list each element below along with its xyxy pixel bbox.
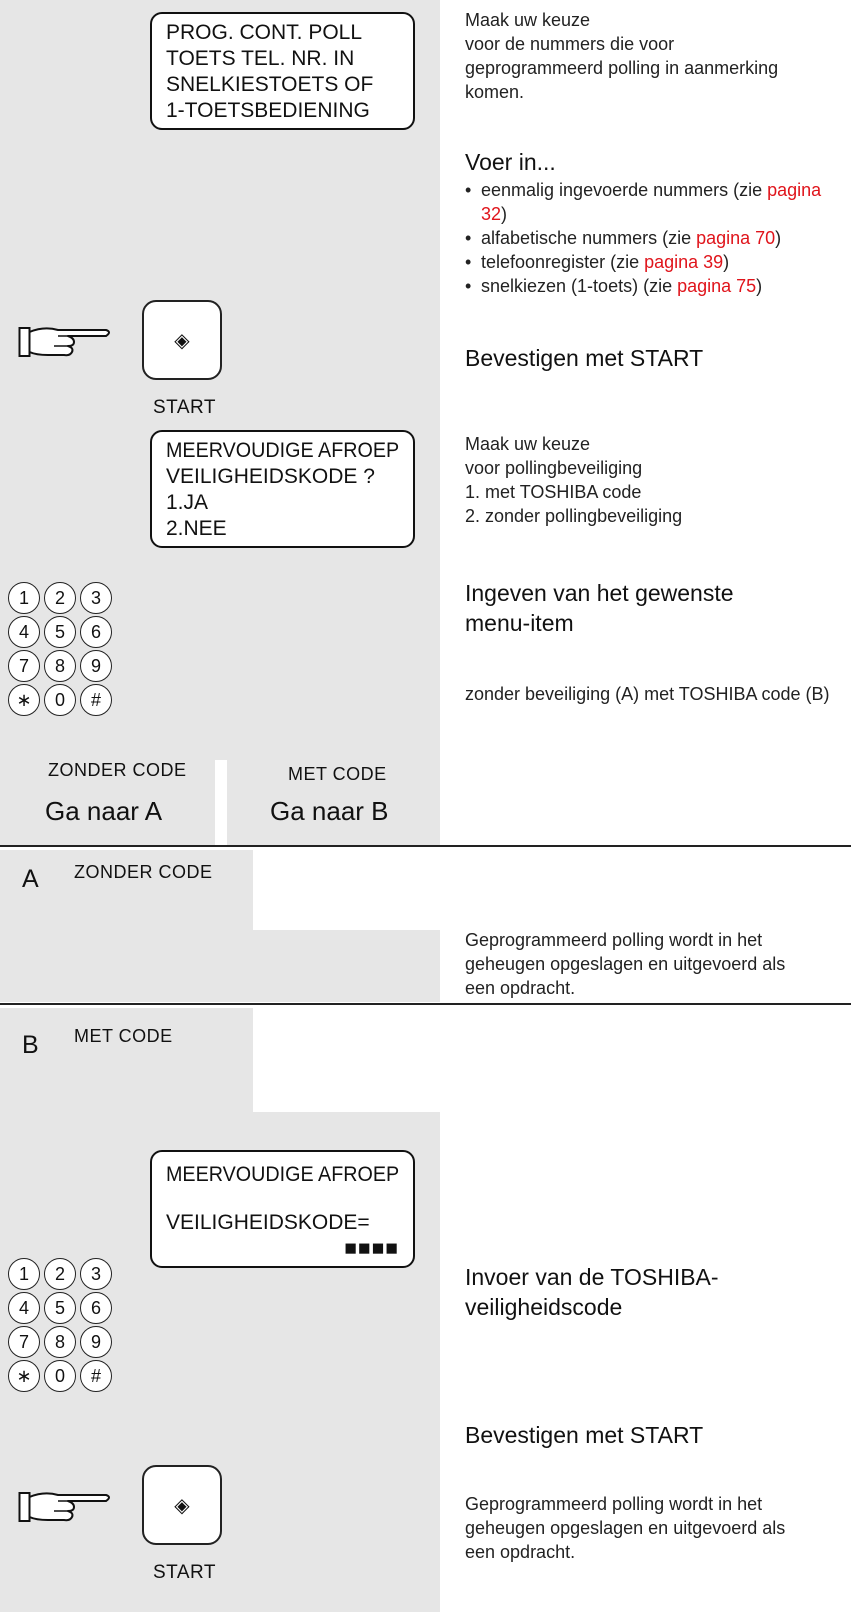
branch-a-goto: Ga naar A: [45, 796, 163, 826]
section-b-caption: MET CODE: [74, 1026, 173, 1046]
key-1[interactable]: 1: [8, 582, 40, 614]
lcd-display-veiligheidskode: [150, 430, 415, 548]
key-0[interactable]: 0: [44, 1360, 76, 1392]
lcd-line: TOETS TEL. NR. IN: [166, 47, 355, 70]
key-hash[interactable]: #: [80, 684, 112, 716]
key-8[interactable]: 8: [44, 1326, 76, 1358]
confirm-start-heading: Bevestigen met START: [465, 345, 704, 371]
lcd-line: PROG. CONT. POLL: [166, 21, 363, 44]
key-3[interactable]: 3: [80, 1258, 112, 1290]
lcd-display-prog-cont-poll: [150, 12, 415, 130]
key-4[interactable]: 4: [8, 616, 40, 648]
panel-gap: [215, 760, 227, 845]
list-item: • telefoonregister (zie pagina 39): [465, 250, 835, 274]
page-link[interactable]: pagina 39: [644, 252, 724, 272]
page-link[interactable]: pagina 70: [696, 228, 776, 248]
branch-b-caption: MET CODE: [288, 764, 387, 784]
numeric-keypad: [8, 1258, 120, 1394]
final-text: Geprogrammeerd polling wordt in het geheugen opgeslagen en uitgevoerd als een opdracht.: [465, 1494, 786, 1562]
list-item: • eenmalig ingevoerde nummers (zie pagina 32): [465, 178, 835, 226]
key-7[interactable]: 7: [8, 1326, 40, 1358]
key-5[interactable]: 5: [44, 616, 76, 648]
numeric-keypad: [8, 582, 120, 718]
section-a-text: Geprogrammeerd polling wordt in het geheugen opgeslagen en uitgevoerd als een opdracht.: [465, 930, 786, 998]
pointing-hand-icon: [18, 1487, 114, 1527]
key-4[interactable]: 4: [8, 1292, 40, 1324]
key-star[interactable]: ∗: [8, 684, 40, 716]
lcd-display-code-entry: [150, 1150, 415, 1268]
confirm-start-heading-2: Bevestigen met START: [465, 1422, 704, 1448]
key-9[interactable]: 9: [80, 650, 112, 682]
lcd-line: MEERVOUDIGE AFROEP: [166, 439, 400, 462]
key-2[interactable]: 2: [44, 1258, 76, 1290]
list-item: • alfabetische nummers (zie pagina 70): [465, 226, 835, 250]
section-divider-a: [0, 845, 851, 847]
code-entry-heading: Invoer van de TOSHIBA-veiligheidscode: [465, 1264, 719, 1320]
start-label: START: [153, 397, 217, 418]
pointing-hand-icon: [18, 322, 114, 362]
key-star[interactable]: ∗: [8, 1360, 40, 1392]
voer-in-heading: Voer in...: [465, 149, 556, 175]
lcd-line: MEERVOUDIGE AFROEP: [166, 1163, 400, 1186]
key-0[interactable]: 0: [44, 684, 76, 716]
start-button[interactable]: [142, 300, 222, 380]
key-hash[interactable]: #: [80, 1360, 112, 1392]
branch-b-goto: Ga naar B: [270, 796, 389, 826]
start-label: START: [153, 1562, 217, 1583]
key-8[interactable]: 8: [44, 650, 76, 682]
lcd-line: SNELKIESTOETS OF: [166, 73, 374, 96]
key-9[interactable]: 9: [80, 1326, 112, 1358]
lcd-code-mask: ■■■■: [344, 1237, 399, 1260]
lcd-line: VEILIGHEIDSKODE ?: [166, 465, 375, 488]
menu-item-heading: Ingeven van het gewenste menu-item: [465, 580, 734, 636]
key-3[interactable]: 3: [80, 582, 112, 614]
choice-text: Maak uw keuze voor pollingbeveiliging 1. met TOSHIBA code 2. zonder pollingbeveiliging: [465, 434, 683, 526]
section-a-letter: A: [22, 865, 39, 893]
start-diamond-icon: ◈: [174, 329, 190, 352]
key-1[interactable]: 1: [8, 1258, 40, 1290]
page-link[interactable]: pagina 75: [677, 276, 757, 296]
voer-in-list: [465, 178, 835, 298]
left-panel-b-header: [0, 1008, 253, 1112]
list-item: • snelkiezen (1-toets) (zie pagina 75): [465, 274, 835, 298]
security-note: zonder beveiliging (A) met TOSHIBA code (B): [465, 684, 830, 704]
section-b-letter: B: [22, 1031, 39, 1059]
page-link[interactable]: pagina 32: [481, 180, 822, 224]
lcd-line: VEILIGHEIDSKODE=: [166, 1211, 370, 1234]
section-a-caption: ZONDER CODE: [74, 862, 213, 882]
section-divider-b: [0, 1003, 851, 1005]
branch-a-caption: ZONDER CODE: [48, 760, 187, 780]
left-panel-a-body: [0, 930, 440, 1002]
key-5[interactable]: 5: [44, 1292, 76, 1324]
start-button[interactable]: [142, 1465, 222, 1545]
intro-text: Maak uw keuze voor de nummers die voor geprogrammeerd polling in aanmerking komen.: [465, 10, 779, 102]
key-2[interactable]: 2: [44, 582, 76, 614]
key-6[interactable]: 6: [80, 1292, 112, 1324]
lcd-line: 1-TOETSBEDIENING: [166, 99, 370, 122]
lcd-line: 1.JA: [166, 491, 209, 514]
key-6[interactable]: 6: [80, 616, 112, 648]
start-diamond-icon: ◈: [174, 1494, 190, 1517]
key-7[interactable]: 7: [8, 650, 40, 682]
lcd-line: 2.NEE: [166, 517, 227, 540]
